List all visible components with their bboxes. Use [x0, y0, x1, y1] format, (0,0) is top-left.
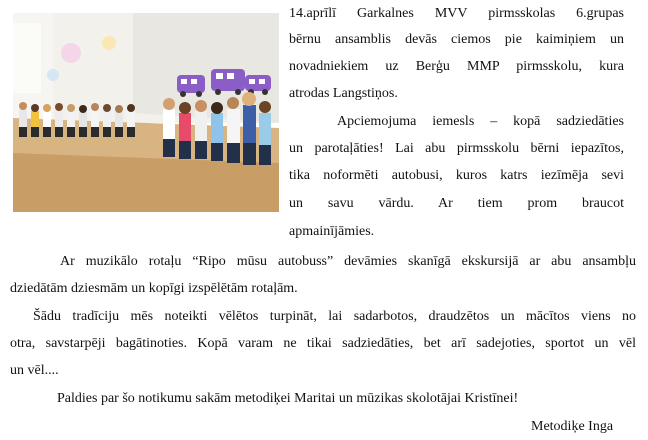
children-ensemble-photo: [13, 13, 279, 212]
text-line: 14.aprīlī Garkalnes MVV pirmsskolas 6.grupas: [289, 6, 624, 21]
text-line: apmainījāmies.: [289, 224, 375, 239]
text-line: novadniekiem uz Berģu MMP pirmsskolu, kura: [289, 59, 624, 74]
text-line: otra, savstarpēji bagātinoties. Kopā varam ne tikai sadziedāties, bet arī sadejoties, sportot un vēl: [10, 336, 636, 351]
text-line: Apciemojuma iemesls – kopā sadziedāties: [337, 114, 624, 129]
text-line: Paldies par šo notikumu sakām metodiķei Maritai un mūzikas skolotājai Kristīnei!: [57, 391, 519, 406]
text-line: un vēl....: [10, 363, 59, 378]
text-line: dziedātām dziesmām un kopīgi izspēlētām rotaļām.: [10, 281, 298, 296]
text-line: tika noformēti autobusi, kuros katrs iezīmēja sevi: [289, 168, 624, 183]
text-line: atrodas Langstiņos.: [289, 86, 398, 101]
text-line: bērnu ansamblis devās ciemos pie kaimiņiem un: [289, 32, 624, 47]
text-line: Šādu tradīciju mēs noteikti vēlētos turpināt, lai sadarbotos, draudzētos un mācītos viens no: [33, 309, 636, 324]
text-line: Ar muzikālo rotaļu “Ripo mūsu autobuss” devāmies skanīgā ekskursijā ar abu ansambļu: [60, 254, 636, 269]
text-line: un parotaļāties! Lai abu pirmsskolu bērni iepazītos,: [289, 141, 624, 156]
signature: Metodiķe Inga: [531, 419, 614, 434]
text-line: un savu vārdu. Ar tiem prom braucot: [289, 196, 624, 211]
